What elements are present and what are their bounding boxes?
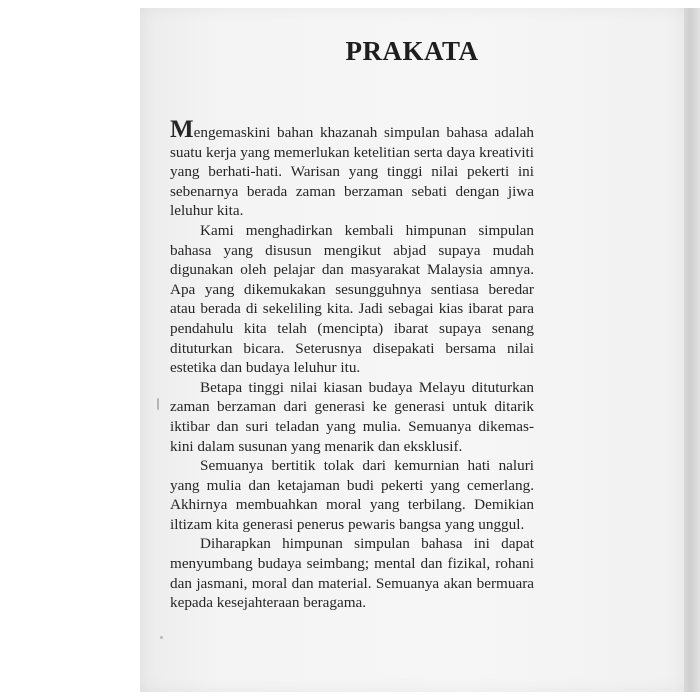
paragraph-2: Kami menghadirkan kembali himpunan simpulan bahasa yang disusun mengikut abjad supaya mudah digunakan oleh pelajar dan masyarakat Malaysia amnya. Apa yang dikemukakan sesungguhnya sentiasa beredar atau berada di sekeliling kita. Jadi sebagai kias ibarat para pendahulu kita telah (mencipta) ibarat supaya senang dituturkan bicara. Seterusnya disepakati bersama nilai estetika dan budaya leluhur itu. <box>170 221 534 377</box>
paragraph-1-text: engemaskini bahan khazanah simpulan bahasa adalah suatu kerja yang memerlukan ketelitian serta daya kreativiti yang berhati-hati. Warisan yang tinggi nilai pekerti ini sebenarnya berada zaman berzaman sebati dengan jiwa leluhur kita. <box>170 124 534 220</box>
paragraph-3: Betapa tinggi nilai kiasan budaya Melayu dituturkan zaman berzaman dari generasi ke generasi untuk ditarik iktibar dan suri teladan yang mulia. Semuanya dikemas-kini dalam susunan yang menarik dan eksklusif. <box>170 378 534 455</box>
ink-mark <box>157 398 159 410</box>
page-title: PRAKATA <box>345 36 479 66</box>
ink-dot <box>160 636 163 639</box>
page-edge <box>684 8 700 692</box>
paragraph-4: Semuanya bertitik tolak dari kemurnian hati naluri yang mulia dan ketajaman budi pekerti yang cemerlang. Akhirnya membuahkan moral yang terbilang. Demikian iltizam kita generasi penerus pewaris bangsa yang unggul. <box>170 457 534 533</box>
drop-cap: M <box>170 116 194 143</box>
paragraph-5: Diharapkan himpunan simpulan bahasa ini dapat menyumbang budaya seimbang; mental dan fizikal, rohani dan jasmani, moral dan material. Semuanya akan bermuara kepada kesejahteraan beragama. <box>170 535 534 612</box>
preface-text <box>170 117 534 613</box>
paragraph-1 <box>170 117 534 221</box>
